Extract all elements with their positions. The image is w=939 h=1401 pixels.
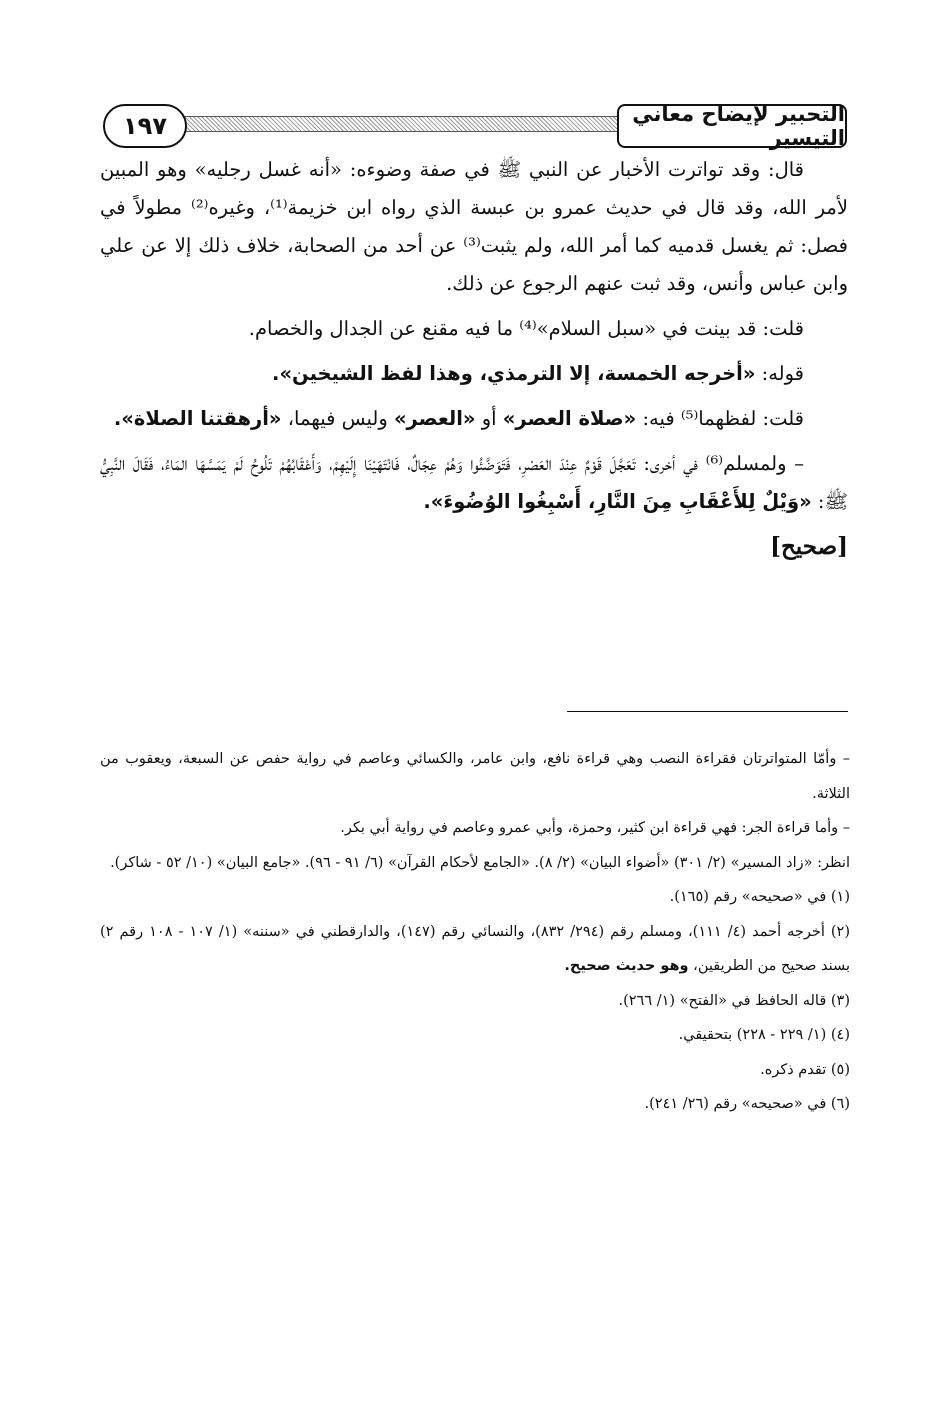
page-header: [103, 104, 847, 148]
footnote-separator: [567, 711, 848, 712]
paragraph-3: [100, 355, 848, 393]
paragraph-4-quote-3: «أرهقتنا الصلاة».: [113, 407, 282, 430]
header-hatch-rule: [173, 116, 622, 132]
footnote-1: (١) في «صحيحه» رقم (١٦٥).: [669, 889, 850, 905]
paragraph-5-quote: «وَيْلٌ لِلأَعْقَابِ مِنَ النَّارِ، أَسْبِغُوا الوُضُوءَ».: [423, 490, 812, 513]
paragraph-3-prefix: قوله:: [755, 362, 804, 385]
paragraph-2: قلت: قد بينت في «سبل السلام»⁽⁴⁾ ما فيه مقنع عن الجدال والخصام.: [248, 317, 804, 340]
paragraph-4-quote-2: «العصر»: [393, 407, 476, 430]
paragraph-3-quote: «أخرجه الخمسة، إلا الترمذي، وهذا لفظ الشيخين».: [272, 362, 756, 385]
footnote-2-grade: وهو حديث صحيح.: [564, 958, 689, 974]
paragraph-5: [100, 445, 848, 521]
paragraph-4-mid: أو: [475, 407, 503, 430]
footnote-3: (٣) قاله الحافظ في «الفتح» (١/ ٢٦٦).: [618, 992, 850, 1009]
book-title: التحبير لإيضاح معاني التيسير: [617, 104, 847, 148]
paragraph-4-start: قلت: لفظهما⁽⁵⁾ فيه:: [636, 407, 804, 430]
footnote-5: (٥) تقدم ذكره.: [760, 1061, 850, 1078]
footnotes: [100, 742, 850, 1122]
main-text: [100, 151, 848, 573]
footnote-6: (٦) في «صحيحه» رقم (٢٦/ ٢٤١).: [644, 1096, 850, 1112]
footnote-2-text: (٢) أخرجه أحمد (٤/ ١١١)، ومسلم رقم (٢٩٤/ ٨٣٢)، والنسائي رقم (١٤٧)، والدارقطني في «سننه» (١/ ١٠٧ - ١٠٨ رقم ٢) بسند صحيح من الطريقين،: [100, 923, 851, 974]
footnote-note-c: انظر: «زاد المسير» (٢/ ٣٠١) «أضواء البيان» (٢/ ٨). «الجامع لأحكام القرآن» (٦/ ٩١ - ٩٦). «جامع البيان» (١٠/ ٥٢ - شاكر).: [110, 854, 850, 871]
footnote-note-a: – وأمّا المتواترتان فقراءة النصب وهي قراءة نافع، وابن عامر، والكسائي وعاصم في رواية حفص عن السبعة، ويعقوب من الثلاثة.: [100, 751, 850, 802]
paragraph-4: [100, 400, 848, 438]
paragraph-1: قال: وقد تواترت الأخبار عن النبي ﷺ في صفة وضوءه: «أنه غسل رجليه» وهو المبين لأمر الله، وقد قال في حديث عمرو بن عبسة الذي رواه ابن خزيمة⁽¹⁾، وغيره⁽²⁾ مطولاً في فصل: ثم يغسل قدميه كما أمر الله، ولم يثبت⁽³⁾ عن أحد من الصحابة، خلاف ذلك إلا عن علي وابن عباس وأنس، وقد ثبت عنهم الرجوع عن ذلك.: [100, 158, 848, 295]
paragraph-4-quote-1: «صلاة العصر»: [502, 407, 637, 430]
page-number: ١٩٧: [103, 104, 187, 148]
paragraph-5-start: – ولمسلم⁽⁶⁾ في أخرى: تَعَجَّلَ قَوْمٌ عِنْدَ العَصْرِ، فَتَوَضَّئُوا وَهُمْ عِجَالٌ، فَانْتَهَيْنَا إِلَيْهِمْ، وَأَعْقَابُهُمْ تَلُوحُ لَمْ يَمَسَّهَا المَاءُ، فَقَالَ النَّبِيُّ ﷺ:: [100, 452, 848, 513]
hadith-verdict: [صحيح]: [770, 533, 848, 560]
paragraph-4-mid-2: وليس فيهما،: [281, 407, 394, 430]
footnote-4: (٤) (١/ ٢٢٩ - ٢٢٨) بتحقيقي.: [678, 1027, 850, 1043]
footnote-2: [100, 915, 850, 984]
footnote-note-b: – وأما قراءة الجر: فهي قراءة ابن كثير، وحمزة، وأبي عمرو وعاصم في رواية أبي بكر.: [340, 820, 850, 836]
